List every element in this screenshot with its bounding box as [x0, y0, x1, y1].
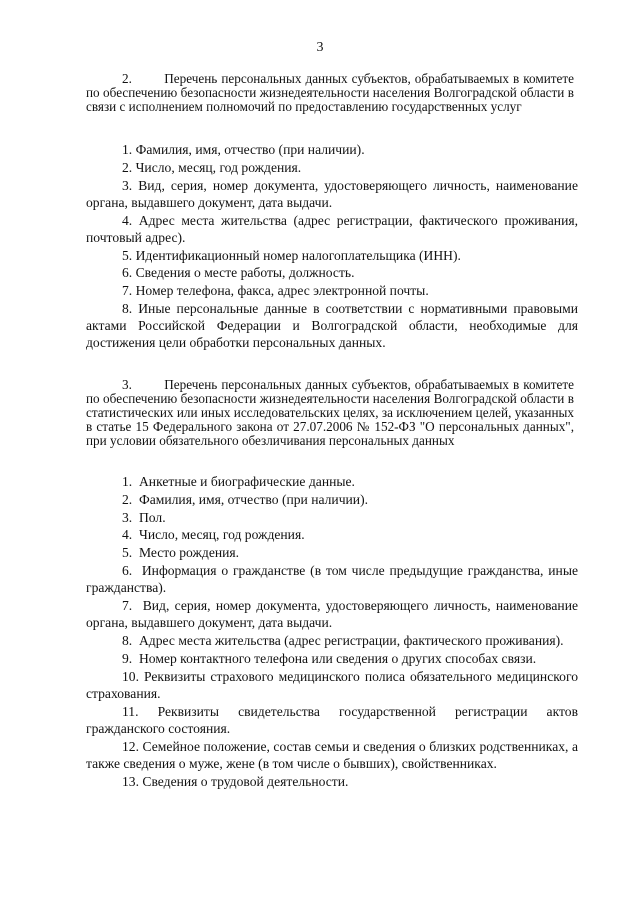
list-item: 6. Информация о гражданстве (в том числе предыдущие гражданства, иные гражданства). — [86, 562, 578, 596]
list-item: 7. Вид, серия, номер документа, удостоверяющего личность, наименование органа, выдавшего документ, дата выдачи. — [86, 597, 578, 631]
list-item: 3. Вид, серия, номер документа, удостоверяющего личность, наименование органа, выдавшего документ, дата выдачи. — [86, 177, 578, 210]
list-item: 2. Число, месяц, год рождения. — [122, 159, 302, 175]
section-2-heading — [86, 72, 574, 114]
list-item: 8. Адрес места жительства (адрес регистрации, фактического проживания). — [122, 632, 564, 648]
section-2-title: 2. Перечень персональных данных субъектов, обрабатываемых в комитете по обеспечению безопасности жизнедеятельности населения Волгоградской области в связи с исполнением полномочий по предоставлению государственных услуг — [86, 71, 574, 114]
list-item: 5. Место рождения. — [122, 545, 240, 561]
list-item: 11. Реквизиты свидетельства государственной регистрации актов гражданского состояния. — [86, 703, 578, 736]
section-2-list — [86, 141, 578, 352]
list-item: 13. Сведения о трудовой деятельности. — [122, 773, 349, 789]
section-3-heading — [86, 378, 574, 448]
list-item: 1. Фамилия, имя, отчество (при наличии). — [122, 142, 365, 157]
list-item: 12. Семейное положение, состав семьи и сведения о близких родственниках, а также сведения о муже, жене (в том числе о бывших), свойственниках. — [86, 738, 578, 771]
page-number: 3 — [316, 40, 324, 55]
section-3-list — [86, 473, 578, 790]
list-item: 9. Номер контактного телефона или сведения о других способах связи. — [122, 650, 537, 666]
list-item: 7. Номер телефона, факса, адрес электронной почты. — [122, 283, 429, 299]
list-item: 5. Идентификационный номер налогоплательщика (ИНН). — [122, 247, 461, 263]
list-item: 4. Адрес места жительства (адрес регистрации, фактического проживания, почтовый адрес). — [86, 212, 578, 245]
section-3-title: 3. Перечень персональных данных субъектов, обрабатываемых в комитете по обеспечению безопасности жизнедеятельности населения Волгоградской области в статистических или иных исследовательских целях, за исключением целей, указанных в статье 15 Федерального закона от 27.07.2006 № 152-ФЗ "О персональных данных", при условии обязательного обезличивания персональных данных — [86, 377, 574, 448]
list-item: 4. Число, месяц, год рождения. — [122, 527, 305, 543]
list-item: 10. Реквизиты страхового медицинского полиса обязательного медицинского страхования. — [86, 668, 578, 701]
list-item: 6. Сведения о месте работы, должность. — [122, 265, 355, 281]
list-item: 2. Фамилия, имя, отчество (при наличии). — [122, 491, 369, 507]
list-item: 3. Пол. — [122, 509, 166, 525]
list-item: 1. Анкетные и биографические данные. — [122, 474, 355, 489]
list-item: 8. Иные персональные данные в соответствии с нормативными правовыми актами Российской Федерации и Волгоградской области, необходимые для достижения цели обработки персональных данных. — [86, 300, 578, 351]
